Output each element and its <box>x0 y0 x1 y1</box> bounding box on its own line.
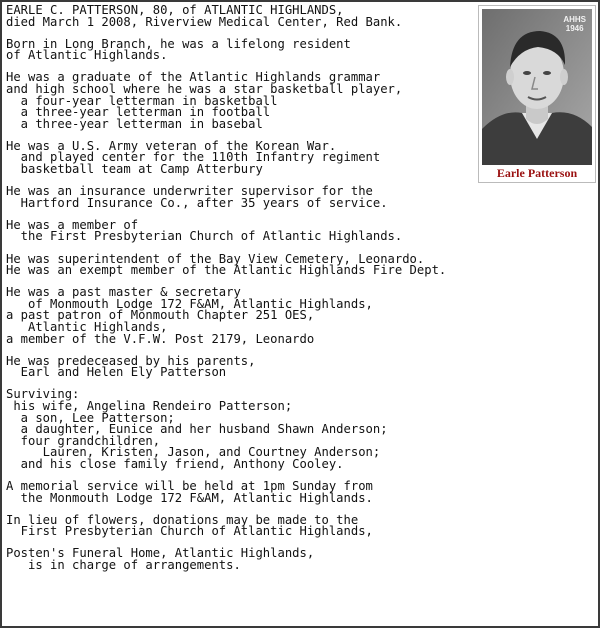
text-line: four grandchildren, <box>6 433 161 448</box>
yearbook-badge <box>563 15 586 33</box>
text-line: of Monmouth Lodge 172 F&AM, Atlantic Highlands, <box>6 296 373 311</box>
obituary-paragraph <box>6 186 474 209</box>
text-line: and played center for the 110th Infantry regiment <box>6 150 381 165</box>
text-line: a past patron of Monmouth Chapter 251 OES, <box>6 308 315 323</box>
text-line: and high school where he was a star basketball player, <box>6 81 403 96</box>
obituary-paragraph <box>6 389 474 470</box>
text-line: He was a member of <box>6 217 139 232</box>
text-line: a four-year letterman in basketball <box>6 93 278 108</box>
obituary-paragraph <box>6 287 474 345</box>
obituary-paragraph <box>6 5 474 28</box>
portrait-frame <box>478 5 596 183</box>
text-line: He was a U.S. Army veteran of the Korean War. <box>6 138 337 153</box>
text-line: a member of the V.F.W. Post 2179, Leonardo <box>6 331 315 346</box>
text-line: Lauren, Kristen, Jason, and Courtney Anderson; <box>6 445 381 460</box>
text-line: of Atlantic Highlands. <box>6 48 168 63</box>
text-line: a daughter, Eunice and her husband Shawn Anderson; <box>6 422 388 437</box>
text-line: Surviving: <box>6 387 80 402</box>
text-line: EARLE C. PATTERSON, 80, of ATLANTIC HIGHLANDS, <box>6 3 344 17</box>
text-line: is in charge of arrangements. <box>6 557 241 572</box>
obituary-paragraph <box>6 138 474 177</box>
text-line: Atlantic Highlands, <box>6 319 168 334</box>
text-line: a son, Lee Patterson; <box>6 410 175 425</box>
obituary-paragraph <box>6 512 474 539</box>
text-line: basketball team at Camp Atterbury <box>6 162 263 177</box>
text-line: He was a graduate of the Atlantic Highlands grammar <box>6 70 381 85</box>
text-line: and his close family friend, Anthony Cooley. <box>6 456 344 471</box>
portrait-photo <box>482 9 592 165</box>
text-line: He was predeceased by his parents, <box>6 353 256 368</box>
text-line: a three-year letterman in football <box>6 105 271 120</box>
text-line: He was an exempt member of the Atlantic Highlands Fire Dept. <box>6 263 447 278</box>
obituary-paragraph <box>6 548 474 571</box>
text-line: A memorial service will be held at 1pm Sunday from <box>6 479 373 493</box>
text-line: First Presbyterian Church of Atlantic Highlands, <box>6 524 373 539</box>
text-line: the First Presbyterian Church of Atlantic Highlands. <box>6 229 403 244</box>
text-line: In lieu of flowers, donations may be made to the <box>6 512 359 527</box>
text-line: Hartford Insurance Co., after 35 years of service. <box>6 195 388 210</box>
text-line: He was a past master & secretary <box>6 285 241 300</box>
portrait-caption: Earle Patterson <box>496 166 578 180</box>
obituary-text <box>6 5 474 582</box>
obituary-paragraph <box>6 251 474 278</box>
obituary-paragraph <box>6 353 474 380</box>
obituary-paragraph <box>6 217 474 244</box>
obituary-paragraph <box>6 72 474 130</box>
text-line: Posten's Funeral Home, Atlantic Highlands, <box>6 546 315 561</box>
obituary-paragraph <box>6 36 474 63</box>
text-line: He was an insurance underwriter supervisor for the <box>6 184 373 199</box>
text-line: Born in Long Branch, he was a lifelong resident <box>6 36 351 51</box>
text-line: Earl and Helen Ely Patterson <box>6 365 227 380</box>
text-line: his wife, Angelina Rendeiro Patterson; <box>6 398 293 413</box>
obituary-paragraph <box>6 481 474 504</box>
text-line: died March 1 2008, Riverview Medical Center, Red Bank. <box>6 14 403 29</box>
text-line: He was superintendent of the Bay View Cemetery, Leonardo. <box>6 251 425 266</box>
text-line: the Monmouth Lodge 172 F&AM, Atlantic Highlands. <box>6 490 373 505</box>
badge-school: AHHS <box>563 15 586 24</box>
badge-year: 1946 <box>565 24 584 33</box>
text-line: a three-year letterman in basebal <box>6 116 263 131</box>
